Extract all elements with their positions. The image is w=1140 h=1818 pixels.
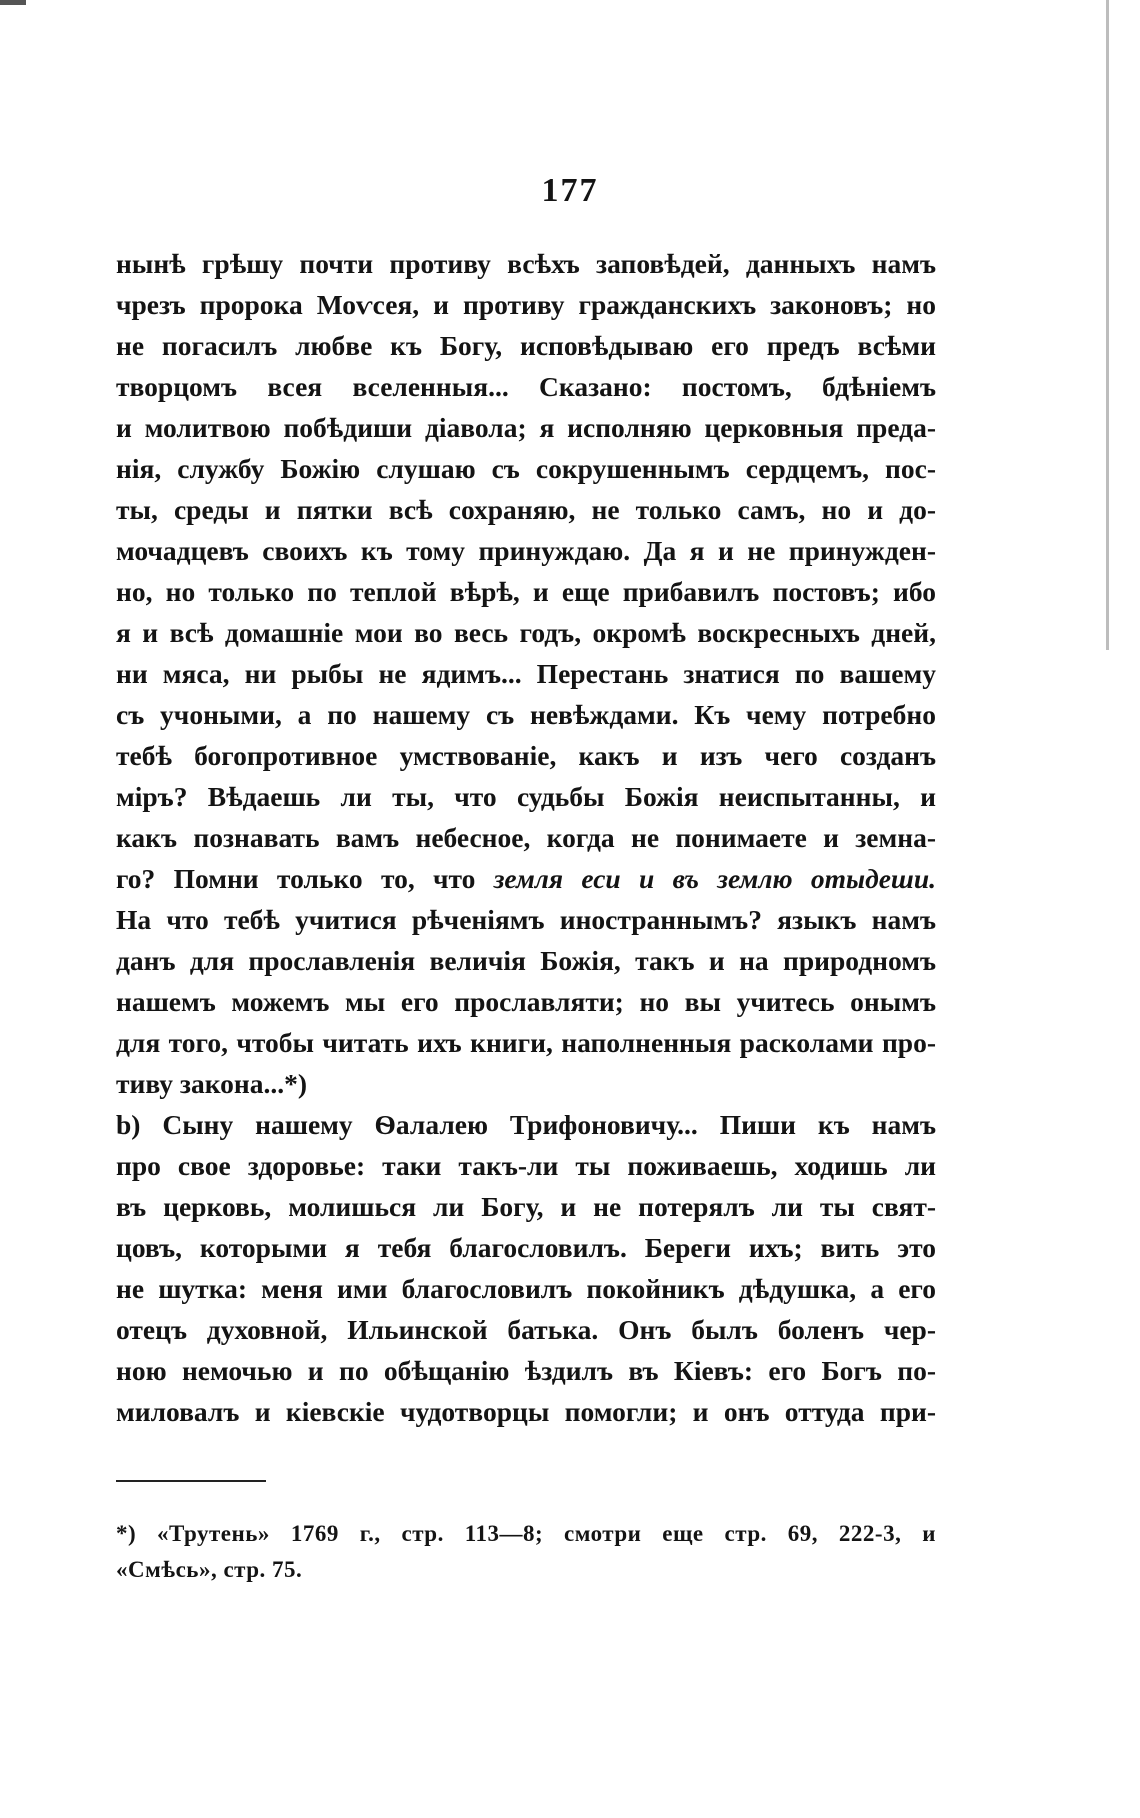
italic-quote: земля еси и въ землю отыдеши. bbox=[493, 863, 936, 894]
text-line: не шутка: меня ими благословилъ покойникъ дѣдушка, а его bbox=[116, 1273, 936, 1304]
text-line: не погасилъ любве къ Богу, исповѣдываю его предъ всѣми bbox=[116, 330, 936, 361]
text-line: мочадцевъ своихъ къ тому принуждаю. Да я и не принужден- bbox=[116, 535, 936, 566]
text-line: и молитвою побѣдиши діавола; я исполняю церковныя преда- bbox=[116, 412, 936, 443]
page-number: 177 bbox=[541, 172, 599, 209]
text-line: творцомъ всея вселенныя... Сказано: постомъ, бдѣніемъ bbox=[116, 371, 936, 402]
text-line: нія, службу Божію слушаю съ сокрушеннымъ сердцемъ, пос- bbox=[116, 453, 936, 484]
text-line: цовъ, которыми я тебя благословилъ. Береги ихъ; вить это bbox=[116, 1232, 936, 1263]
text-line: нынѣ грѣшу почти противу всѣхъ заповѣдей, данныхъ намъ bbox=[116, 248, 936, 279]
scan-edge-line bbox=[1106, 0, 1109, 650]
text-line: въ церковь, молишься ли Богу, и не потерялъ ли ты свят- bbox=[116, 1191, 936, 1222]
text-line: міръ? Вѣдаешь ли ты, что судьбы Божія неиспытанны, и bbox=[116, 781, 936, 812]
text-line: На что тебѣ учитися рѣченіямъ иностраннымъ? языкъ намъ bbox=[116, 904, 936, 935]
text-line: нашемъ можемъ мы его прославляти; но вы учитесь онымъ bbox=[116, 986, 936, 1017]
text-line: данъ для прославленія величія Божія, такъ и на природномъ bbox=[116, 945, 936, 976]
scan-edge-mark bbox=[0, 0, 26, 5]
text-line: b) Сыну нашему Ѳалалею Трифоновичу... Пиши къ намъ bbox=[116, 1109, 936, 1140]
text-line: чрезъ пророка Моѵсея, и противу гражданскихъ законовъ; но bbox=[116, 289, 936, 320]
text-line: какъ познавать вамъ небесное, когда не понимаете и земна- bbox=[116, 822, 936, 853]
text-line: отецъ духовной, Ильинской батька. Онъ былъ боленъ чер- bbox=[116, 1314, 936, 1345]
footnote-divider bbox=[116, 1480, 266, 1482]
text-line: съ учоными, а по нашему съ невѣждами. Къ чему потребно bbox=[116, 699, 936, 730]
text-line-with-quote bbox=[116, 858, 936, 899]
footnote-line: «Смѣсь», стр. 75. bbox=[116, 1557, 303, 1582]
footnote bbox=[116, 1516, 936, 1588]
footnote-line: *) «Трутень» 1769 г., стр. 113—8; смотри еще стр. 69, 222-3, и bbox=[116, 1521, 936, 1546]
text-line: ты, среды и пятки всѣ сохраняю, не только самъ, но и до- bbox=[116, 494, 936, 525]
text-line: для того, чтобы читать ихъ книги, наполненныя расколами про- bbox=[116, 1027, 936, 1058]
body-text bbox=[116, 243, 936, 1432]
text-line: ною немочью и по обѣщанію ѣздилъ въ Кіевъ: его Богъ по- bbox=[116, 1355, 936, 1386]
text-line: тиву закона...*) bbox=[116, 1068, 308, 1099]
text-line: про свое здоровье: таки такъ-ли ты поживаешь, ходишь ли bbox=[116, 1150, 936, 1181]
line-start: го? Помни только то, что bbox=[116, 863, 494, 894]
text-line: тебѣ богопротивное умствованіе, какъ и изъ чего созданъ bbox=[116, 740, 936, 771]
text-line: ни мяса, ни рыбы не ядимъ... Перестань знатися по вашему bbox=[116, 658, 936, 689]
text-line: но, но только по теплой вѣрѣ, и еще прибавилъ постовъ; ибо bbox=[116, 576, 936, 607]
text-line: миловалъ и кіевскіе чудотворцы помогли; и онъ оттуда при- bbox=[116, 1396, 936, 1427]
text-line: я и всѣ домашніе мои во весь годъ, окромѣ воскресныхъ дней, bbox=[116, 617, 936, 648]
